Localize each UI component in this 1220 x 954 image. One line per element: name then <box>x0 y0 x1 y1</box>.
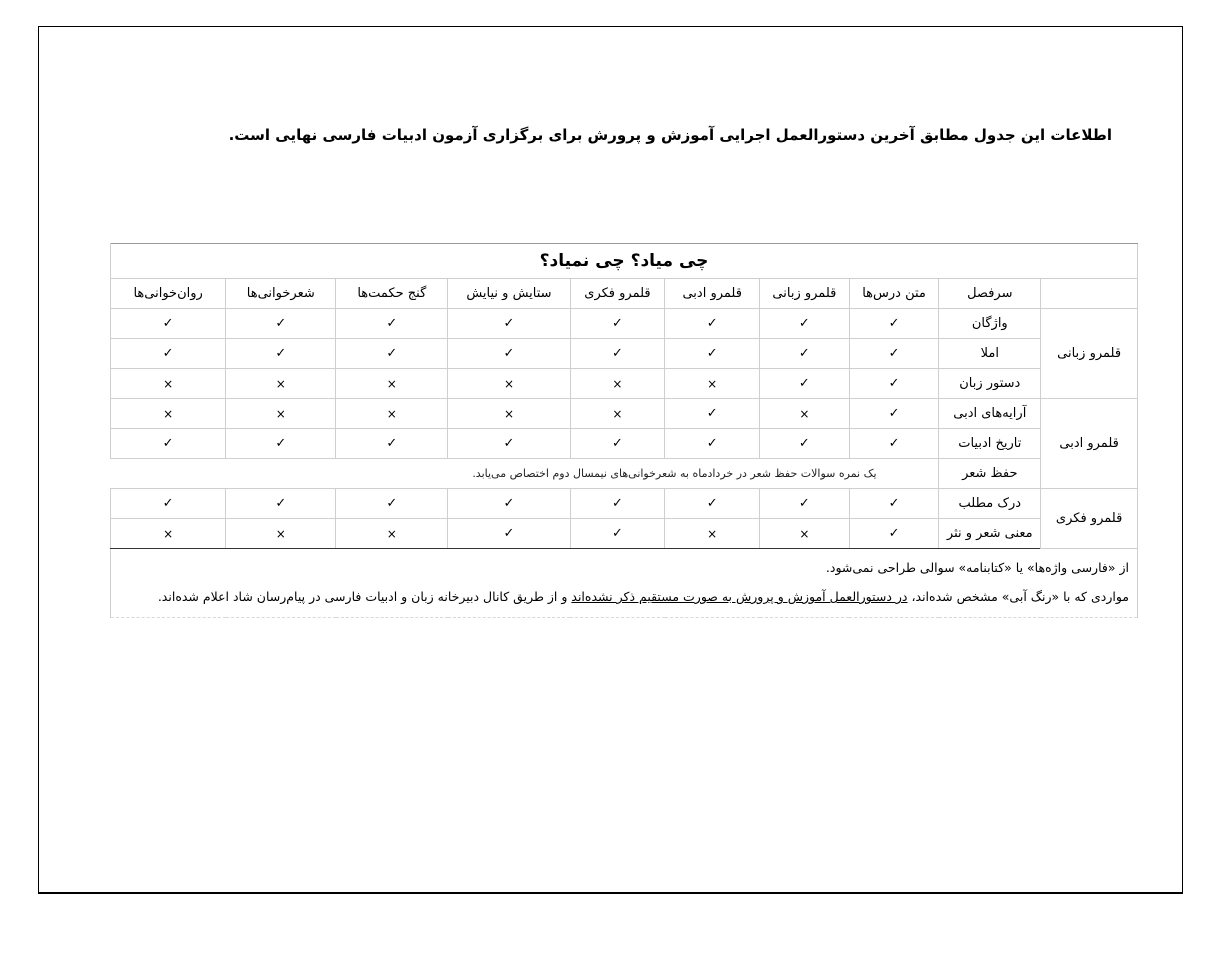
table-row <box>111 459 1138 489</box>
table-cell: ✓ <box>336 489 448 519</box>
table-cell: × <box>448 399 570 429</box>
row-label: املا <box>939 339 1041 369</box>
intro-text: اطلاعات این جدول مطابق آخرین دستورالعمل اجرایی آموزش و پرورش برای برگزاری آزمون ادبیات فارسی نهایی است. <box>228 126 1112 144</box>
table-cell: × <box>336 519 448 549</box>
row-label: دستور زبان <box>939 369 1041 399</box>
syllabus-table <box>110 243 1138 618</box>
table-cell: ✓ <box>665 339 760 369</box>
table-cell: ✓ <box>665 429 760 459</box>
table-cell: ✓ <box>849 429 939 459</box>
table-cell: ✓ <box>448 429 570 459</box>
table-cell: ✓ <box>226 309 336 339</box>
table-cell: ✓ <box>111 339 226 369</box>
table-cell: ✓ <box>570 339 665 369</box>
table-cell: ✓ <box>760 369 850 399</box>
table-cell: ✓ <box>665 399 760 429</box>
table-cell: ✓ <box>448 519 570 549</box>
table-row <box>111 309 1138 339</box>
table-cell: × <box>336 369 448 399</box>
table-row <box>111 339 1138 369</box>
table-title: چی میاد؟ چی نمیاد؟ <box>111 244 1138 279</box>
table-cell: ✓ <box>849 339 939 369</box>
table-cell: × <box>570 399 665 429</box>
table-cell: ✓ <box>849 489 939 519</box>
header-cell: متن درس‌ها <box>849 279 939 309</box>
header-empty <box>1041 279 1138 309</box>
table-cell: ✓ <box>570 489 665 519</box>
table-cell: ✓ <box>448 309 570 339</box>
table-cell: × <box>111 519 226 549</box>
table-cell: ✓ <box>665 489 760 519</box>
table-cell: ✓ <box>111 309 226 339</box>
table-cell: × <box>111 369 226 399</box>
table-cell: × <box>226 399 336 429</box>
footnote-2-underlined: در دستورالعمل آموزش و پرورش به صورت مستقیم ذکر نشده‌اند <box>571 589 908 604</box>
footnote-2 <box>117 582 1129 611</box>
table-cell: ✓ <box>226 429 336 459</box>
table-cell: ✓ <box>760 339 850 369</box>
header-cell: قلمرو فکری <box>570 279 665 309</box>
header-cell: شعرخوانی‌ها <box>226 279 336 309</box>
group-label: قلمرو زبانی <box>1041 309 1138 399</box>
table-cell: × <box>665 519 760 549</box>
table-cell: ✓ <box>849 309 939 339</box>
header-cell: قلمرو ادبی <box>665 279 760 309</box>
table-cell: ✓ <box>570 309 665 339</box>
table-cell: × <box>448 369 570 399</box>
table-cell: ✓ <box>111 429 226 459</box>
group-label: قلمرو فکری <box>1041 489 1138 549</box>
table-cell: × <box>760 399 850 429</box>
table-cell: × <box>665 369 760 399</box>
table-cell: ✓ <box>760 489 850 519</box>
table-cell: × <box>336 399 448 429</box>
table-footnotes <box>111 549 1138 618</box>
header-cell: ستایش و نیایش <box>448 279 570 309</box>
header-cell: روان‌خوانی‌ها <box>111 279 226 309</box>
table-cell: × <box>111 399 226 429</box>
table-cell: × <box>226 519 336 549</box>
header-cell: سرفصل <box>939 279 1041 309</box>
table-cell: ✓ <box>226 339 336 369</box>
table-cell: ✓ <box>336 339 448 369</box>
row-label: آرایه‌های ادبی <box>939 399 1041 429</box>
table-cell: ✓ <box>226 489 336 519</box>
table-cell: ✓ <box>336 429 448 459</box>
table-cell: ✓ <box>570 519 665 549</box>
row-label: حفظ شعر <box>939 459 1041 489</box>
table-cell: ✓ <box>570 429 665 459</box>
table-cell: × <box>760 519 850 549</box>
table-cell: ✓ <box>849 369 939 399</box>
table-cell: ✓ <box>760 429 850 459</box>
row-label: تاریخ ادبیات <box>939 429 1041 459</box>
table-cell: ✓ <box>336 309 448 339</box>
table-cell: ✓ <box>111 489 226 519</box>
row-label: معنی شعر و نثر <box>939 519 1041 549</box>
table-row <box>111 369 1138 399</box>
table-cell: ✓ <box>448 489 570 519</box>
footnote-1: از «فارسی واژه‌ها» یا «کتابنامه» سوالی طراحی نمی‌شود. <box>825 560 1129 575</box>
memorization-note: یک نمره سوالات حفظ شعر در خردادماه به شعرخوانی‌های نیمسال دوم اختصاص می‌یابد. <box>472 467 877 480</box>
row-label: درک مطلب <box>939 489 1041 519</box>
table-cell: ✓ <box>448 339 570 369</box>
header-cell: قلمرو زبانی <box>760 279 850 309</box>
row-label: واژگان <box>939 309 1041 339</box>
table-row <box>111 399 1138 429</box>
footnote-2-end: و از طریق کانال دبیرخانه زبان و ادبیات فارسی در پیام‌رسان شاد اعلام شده‌اند. <box>157 589 572 604</box>
table-row <box>111 429 1138 459</box>
table-cell: ✓ <box>849 399 939 429</box>
table-cell: ✓ <box>760 309 850 339</box>
footnote-2-start: مواردی که با «رنگ آبی» مشخص شده‌اند، <box>907 589 1129 604</box>
table-row <box>111 489 1138 519</box>
table-cell: × <box>226 369 336 399</box>
group-label: قلمرو ادبی <box>1041 399 1138 489</box>
header-cell: گنج حکمت‌ها <box>336 279 448 309</box>
header-row <box>111 279 1138 309</box>
table-cell: ✓ <box>665 309 760 339</box>
table-cell: × <box>570 369 665 399</box>
table-row <box>111 519 1138 549</box>
table-cell: ✓ <box>849 519 939 549</box>
